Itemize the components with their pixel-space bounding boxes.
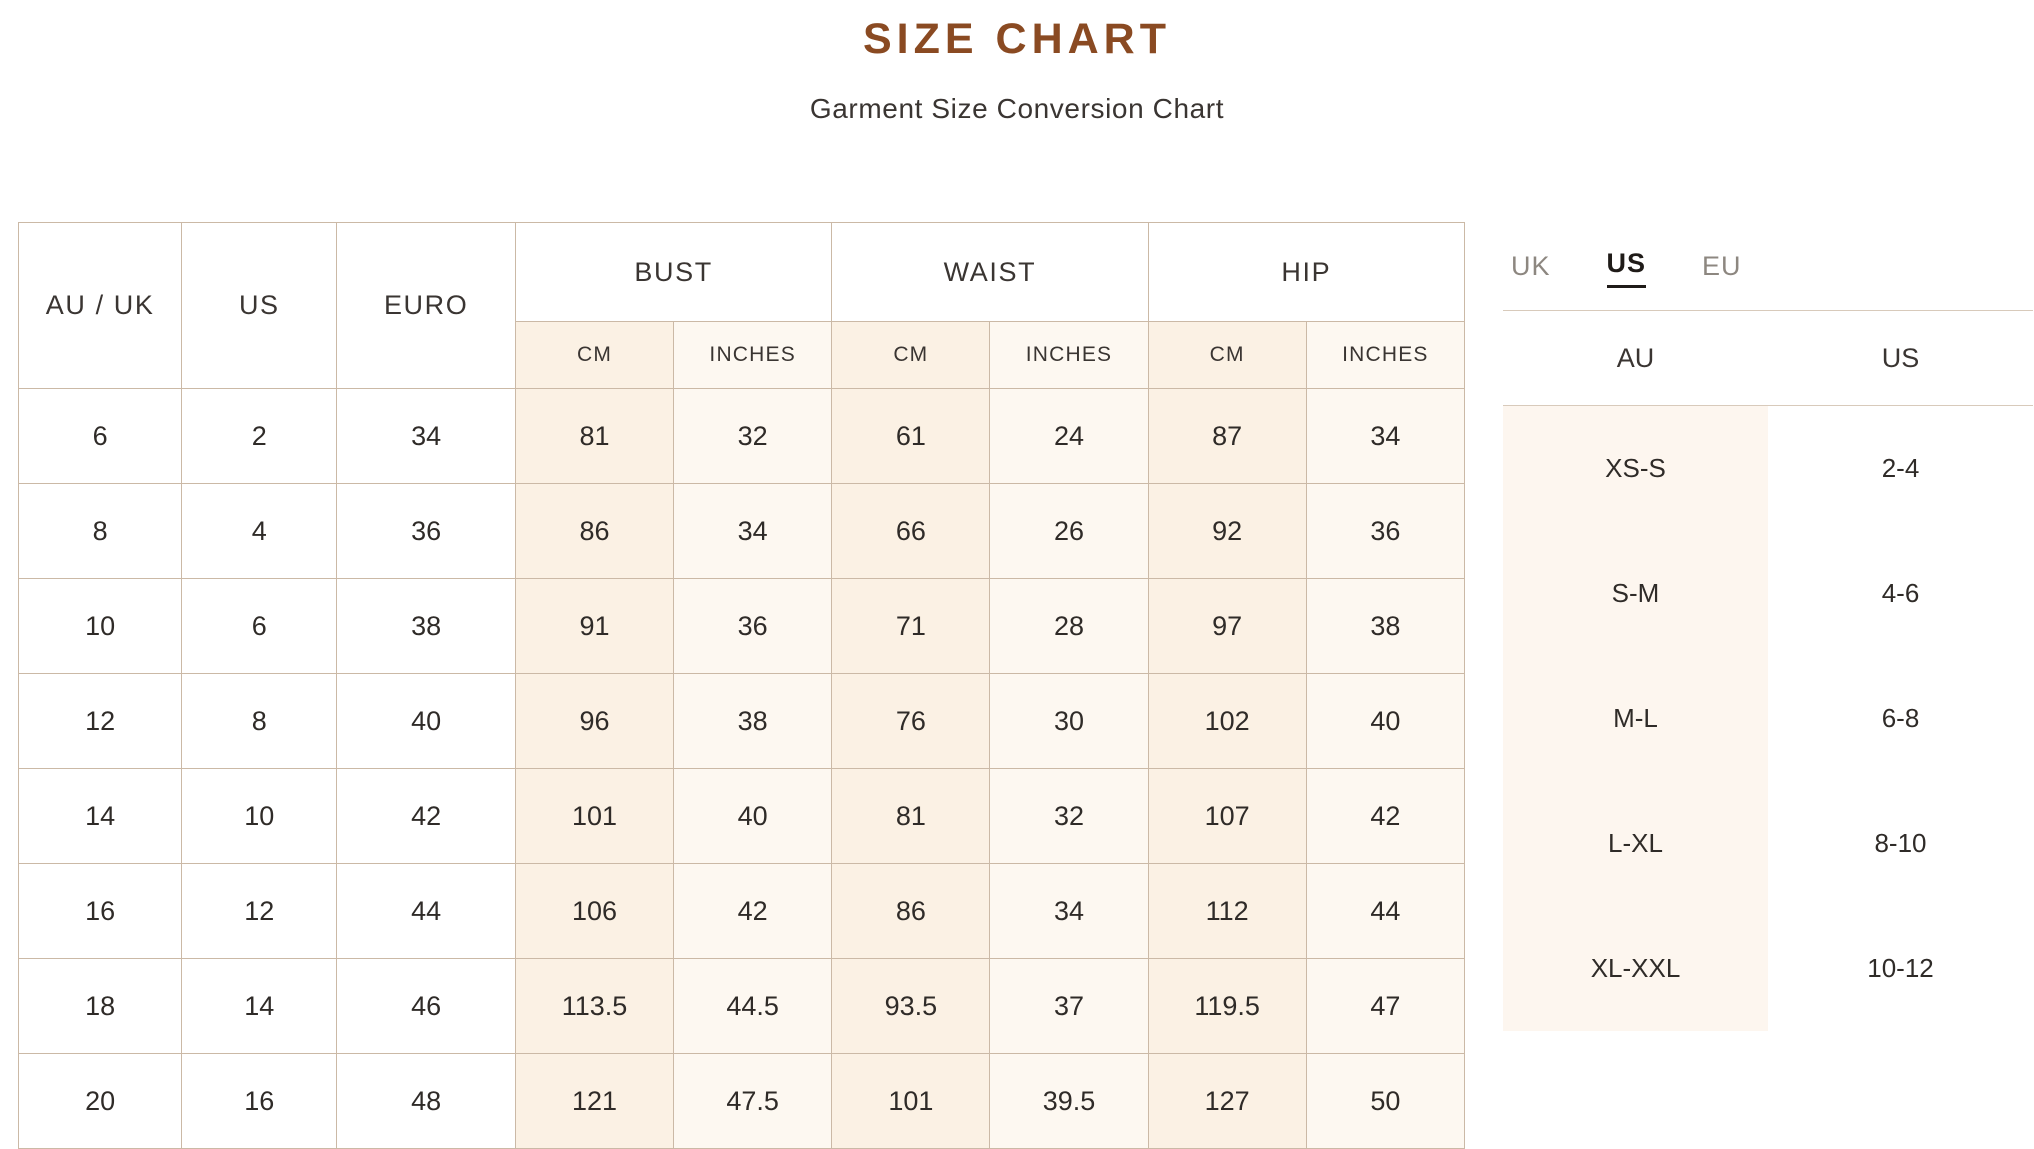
cell-hip-cm: 87 (1148, 389, 1306, 484)
cell-bust-inches: 32 (674, 389, 832, 484)
cell-waist-cm: 81 (832, 769, 990, 864)
list-item (1503, 531, 2033, 656)
cell-bust-inches: 47.5 (674, 1054, 832, 1149)
region-size-table (1503, 310, 2033, 1031)
table-header-row-groups (19, 223, 1465, 322)
cell-auuk: 10 (19, 579, 182, 674)
region-tabs (1503, 232, 2033, 288)
cell-auuk: 6 (19, 389, 182, 484)
region-size-table-wrapper (1503, 310, 2033, 1031)
cell-waist-inches: 24 (990, 389, 1148, 484)
cell-hip-inches: 47 (1306, 959, 1464, 1054)
cell-waist-inches: 37 (990, 959, 1148, 1054)
mini-cell-us: 2-4 (1768, 406, 2033, 532)
mini-cell-au: L-XL (1503, 781, 1768, 906)
tab-uk[interactable]: UK (1511, 251, 1551, 281)
cell-waist-inches: 26 (990, 484, 1148, 579)
cell-bust-cm: 106 (515, 864, 673, 959)
cell-waist-cm: 86 (832, 864, 990, 959)
cell-us: 12 (182, 864, 337, 959)
cell-hip-inches: 34 (1306, 389, 1464, 484)
page-title: SIZE CHART (863, 15, 1171, 63)
cell-waist-cm: 93.5 (832, 959, 990, 1054)
cell-waist-inches: 34 (990, 864, 1148, 959)
cell-bust-cm: 101 (515, 769, 673, 864)
cell-auuk: 16 (19, 864, 182, 959)
size-conversion-table-body (19, 389, 1465, 1149)
cell-bust-inches: 36 (674, 579, 832, 674)
column-header-auuk: AU / UK (19, 223, 182, 389)
cell-waist-cm: 101 (832, 1054, 990, 1149)
mini-cell-au: XL-XXL (1503, 906, 1768, 1031)
cell-auuk: 8 (19, 484, 182, 579)
cell-us: 6 (182, 579, 337, 674)
cell-us: 10 (182, 769, 337, 864)
table-row (19, 769, 1465, 864)
page-subtitle: Garment Size Conversion Chart (809, 92, 1225, 124)
cell-auuk: 12 (19, 674, 182, 769)
unit-header-waist-inches: INCHES (990, 322, 1148, 389)
table-row (19, 579, 1465, 674)
cell-auuk: 14 (19, 769, 182, 864)
cell-hip-inches: 36 (1306, 484, 1464, 579)
cell-bust-inches: 42 (674, 864, 832, 959)
cell-us: 2 (182, 389, 337, 484)
unit-header-waist-cm: CM (832, 322, 990, 389)
column-header-hip: HIP (1148, 223, 1464, 322)
list-item (1503, 656, 2033, 781)
cell-hip-inches: 38 (1306, 579, 1464, 674)
cell-us: 14 (182, 959, 337, 1054)
cell-bust-inches: 38 (674, 674, 832, 769)
cell-bust-cm: 96 (515, 674, 673, 769)
size-conversion-table (18, 222, 1465, 1149)
column-header-euro: EURO (337, 223, 516, 389)
unit-header-bust-inches: INCHES (674, 322, 832, 389)
cell-us: 4 (182, 484, 337, 579)
cell-hip-cm: 112 (1148, 864, 1306, 959)
tab-us[interactable]: US (1607, 248, 1647, 288)
cell-waist-cm: 61 (832, 389, 990, 484)
list-item (1503, 781, 2033, 906)
cell-waist-cm: 76 (832, 674, 990, 769)
mini-cell-au: M-L (1503, 656, 1768, 781)
cell-hip-cm: 119.5 (1148, 959, 1306, 1054)
cell-euro: 48 (337, 1054, 516, 1149)
page-header (0, 0, 2034, 125)
cell-hip-cm: 107 (1148, 769, 1306, 864)
cell-bust-cm: 86 (515, 484, 673, 579)
column-header-us: US (182, 223, 337, 389)
cell-waist-cm: 66 (832, 484, 990, 579)
mini-cell-us: 4-6 (1768, 531, 2033, 656)
cell-euro: 34 (337, 389, 516, 484)
region-conversion-panel (1503, 222, 2033, 1031)
tab-eu[interactable]: EU (1702, 251, 1742, 281)
cell-euro: 40 (337, 674, 516, 769)
cell-waist-inches: 28 (990, 579, 1148, 674)
cell-hip-inches: 40 (1306, 674, 1464, 769)
cell-euro: 38 (337, 579, 516, 674)
unit-header-hip-cm: CM (1148, 322, 1306, 389)
cell-bust-cm: 81 (515, 389, 673, 484)
mini-cell-us: 8-10 (1768, 781, 2033, 906)
mini-cell-us: 10-12 (1768, 906, 2033, 1031)
mini-table-header-row (1503, 311, 2033, 406)
cell-waist-inches: 39.5 (990, 1054, 1148, 1149)
unit-header-bust-cm: CM (515, 322, 673, 389)
cell-us: 16 (182, 1054, 337, 1149)
cell-hip-cm: 102 (1148, 674, 1306, 769)
cell-hip-cm: 92 (1148, 484, 1306, 579)
table-row (19, 959, 1465, 1054)
region-size-table-body (1503, 406, 2033, 1032)
cell-waist-inches: 32 (990, 769, 1148, 864)
content-area (18, 222, 2016, 1149)
column-header-bust: BUST (515, 223, 831, 322)
table-row (19, 864, 1465, 959)
cell-euro: 44 (337, 864, 516, 959)
cell-hip-inches: 50 (1306, 1054, 1464, 1149)
unit-header-hip-inches: INCHES (1306, 322, 1464, 389)
cell-us: 8 (182, 674, 337, 769)
mini-cell-au: S-M (1503, 531, 1768, 656)
list-item (1503, 906, 2033, 1031)
cell-hip-cm: 97 (1148, 579, 1306, 674)
cell-bust-cm: 121 (515, 1054, 673, 1149)
cell-hip-inches: 44 (1306, 864, 1464, 959)
list-item (1503, 406, 2033, 532)
cell-waist-cm: 71 (832, 579, 990, 674)
table-row (19, 674, 1465, 769)
cell-bust-cm: 91 (515, 579, 673, 674)
cell-auuk: 18 (19, 959, 182, 1054)
table-row (19, 1054, 1465, 1149)
cell-euro: 42 (337, 769, 516, 864)
cell-auuk: 20 (19, 1054, 182, 1149)
cell-bust-inches: 44.5 (674, 959, 832, 1054)
table-row (19, 484, 1465, 579)
table-row (19, 389, 1465, 484)
cell-waist-inches: 30 (990, 674, 1148, 769)
mini-column-header-us: US (1768, 311, 2033, 406)
cell-hip-cm: 127 (1148, 1054, 1306, 1149)
size-conversion-table-wrapper (18, 222, 1465, 1149)
cell-euro: 46 (337, 959, 516, 1054)
cell-bust-inches: 34 (674, 484, 832, 579)
cell-bust-cm: 113.5 (515, 959, 673, 1054)
cell-bust-inches: 40 (674, 769, 832, 864)
mini-column-header-au: AU (1503, 311, 1768, 406)
mini-cell-us: 6-8 (1768, 656, 2033, 781)
mini-cell-au: XS-S (1503, 406, 1768, 532)
cell-hip-inches: 42 (1306, 769, 1464, 864)
column-header-waist: WAIST (832, 223, 1148, 322)
cell-euro: 36 (337, 484, 516, 579)
